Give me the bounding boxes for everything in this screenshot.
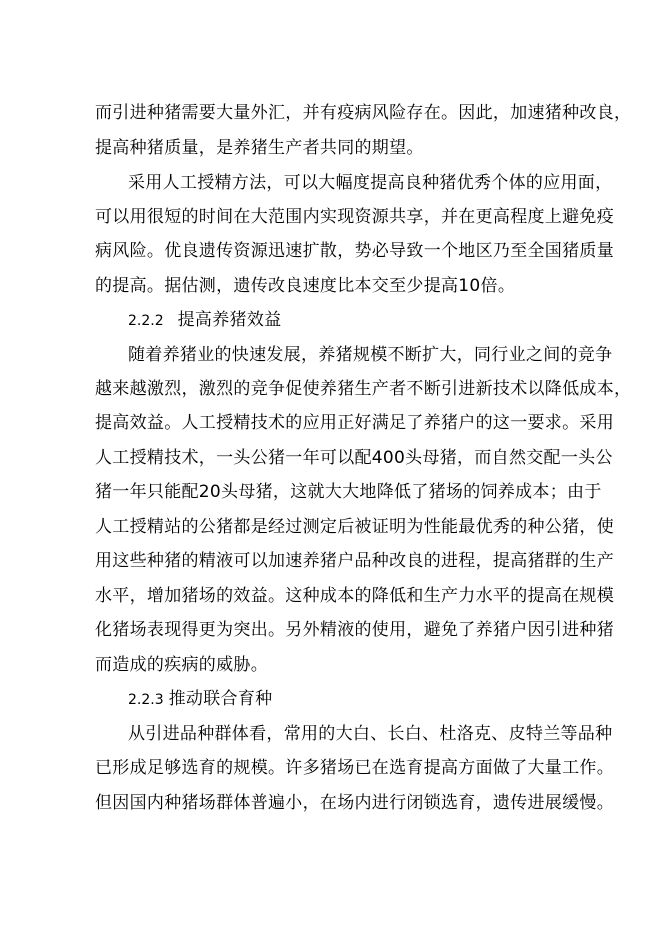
text-line: 化猪场表现得更为突出。另外精液的使用，避免了养猪户因引进种猪 [95, 620, 614, 640]
text-line: 的提高。据估测，遗传改良速度比本交至少提高10倍。 [95, 276, 516, 296]
section-number: 2.2.3 [128, 692, 164, 708]
text-line: 而造成的疾病的威胁。 [95, 655, 268, 675]
text-line: 而引进种猪需要大量外汇，并有疫病风险存在。因此，加速猪种改良， [95, 103, 632, 123]
section-number: 2.2.2 [128, 313, 164, 329]
text-line: 人工授精技术，一头公猪一年可以配400头母猪，而自然交配一头公 [95, 448, 613, 468]
text-line: 但因国内种猪场群体普遍小，在场内进行闭锁选育，遗传进展缓慢。 [95, 793, 614, 813]
paragraph-first-line: 采用人工授精方法，可以大幅度提高良种猪优秀个体的应用面， [128, 173, 613, 193]
text-line: 已形成足够选育的规模。许多猪场已在选育提高方面做了大量工作。 [95, 758, 614, 778]
text-line: 用这些种猪的精液可以加速养猪户品种改良的进程，提高猪群的生产 [95, 551, 614, 571]
section-title: 推动联合育种 [168, 689, 273, 709]
text-line: 提高效益。人工授精技术的应用正好满足了养猪户的这一要求。采用 [95, 413, 614, 433]
text-line: 人工授精站的公猪都是经过测定后被证明为性能最优秀的种公猪，使 [95, 517, 614, 537]
text-line: 越来越激烈，激烈的竞争促使养猪生产者不断引进新技术以降低成本， [95, 379, 632, 399]
text-line: 可以用很短的时间在大范围内实现资源共享，并在更高程度上避免疫 [95, 207, 614, 227]
text-line: 猪一年只能配20头母猪，这就大大地降低了猪场的饲养成本；由于 [95, 482, 602, 502]
text-line: 病风险。优良遗传资源迅速扩散，势必导致一个地区乃至全国猪质量 [95, 241, 614, 261]
text-line: 提高种猪质量，是养猪生产者共同的期望。 [95, 138, 424, 158]
paragraph-first-line: 从引进品种群体看，常用的大白、长白、杜洛克、皮特兰等品种 [128, 724, 613, 744]
section-title: 提高养猪效益 [177, 310, 282, 330]
section-heading-2-2-2 [128, 310, 281, 331]
section-heading-2-2-3 [128, 689, 272, 710]
text-line: 水平，增加猪场的效益。这种成本的降低和生产力水平的提高在规模 [95, 586, 614, 606]
paragraph-first-line: 随着养猪业的快速发展，养猪规模不断扩大，同行业之间的竞争 [128, 345, 613, 365]
